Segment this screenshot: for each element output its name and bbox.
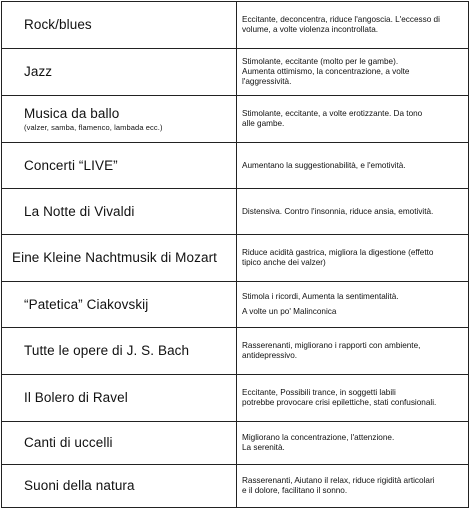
genre-cell	[2, 96, 237, 143]
genre-label: “Patetica” Ciakovskij	[24, 296, 149, 312]
effect-cell	[237, 96, 469, 143]
genre-sublabel: (valzer, samba, flamenco, lambada ecc.)	[24, 122, 163, 132]
genre-cell	[2, 328, 237, 375]
effect-line: Distensiva. Contro l'insonnia, riduce ansia, emotività.	[242, 206, 434, 216]
effect-line: Aumentano la suggestionabilità, e l'emotività.	[242, 160, 406, 170]
effect-line: A volte un po' Malinconica	[242, 307, 337, 316]
genre-label: Tutte le opere di J. S. Bach	[24, 343, 190, 358]
effect-line: Rasserenanti, migliorano i rapporti con ambiente,	[242, 341, 421, 350]
genre-cell	[2, 143, 237, 189]
genre-label: Concerti “LIVE”	[24, 157, 118, 173]
genre-cell	[2, 235, 237, 282]
effect-line: potrebbe provocare crisi epilettiche, stati confusionali.	[242, 398, 437, 407]
effect-line: La serenità.	[242, 443, 285, 452]
effect-line: l'aggressività.	[242, 77, 292, 86]
effect-cell	[237, 375, 469, 422]
effect-line: Stimola i ricordi, Aumenta la sentimentalità.	[242, 292, 399, 301]
effect-line: Eccitante, deconcentra, riduce l'angoscia. L'eccesso di	[242, 15, 440, 24]
effect-cell	[237, 282, 469, 328]
genre-cell	[2, 422, 237, 465]
genre-label: Il Bolero di Ravel	[24, 390, 128, 405]
table-row	[2, 328, 469, 375]
table-row	[2, 2, 469, 49]
genre-cell	[2, 189, 237, 235]
effect-line: alle gambe.	[242, 119, 285, 128]
effect-line: antidepressivo.	[242, 351, 298, 360]
effect-line: Migliorano la concentrazione, l'attenzione.	[242, 433, 395, 442]
effect-line: tipico anche dei valzer)	[242, 258, 326, 267]
effect-cell	[237, 465, 469, 508]
effect-line: volume, a volte violenza incontrollata.	[242, 25, 379, 34]
genre-label: Canti di uccelli	[24, 435, 113, 450]
effect-line: Stimolante, eccitante (molto per le gambe).	[242, 57, 399, 66]
table-row	[2, 282, 469, 328]
effect-cell	[237, 143, 469, 189]
effect-cell	[237, 49, 469, 96]
genre-label: Musica da ballo	[24, 105, 120, 121]
music-effects-table	[1, 1, 469, 508]
genre-label: La Notte di Vivaldi	[24, 203, 135, 219]
genre-cell	[2, 465, 237, 508]
effect-cell	[237, 2, 469, 49]
effect-line: e il dolore, facilitano il sonno.	[242, 486, 348, 495]
table-row	[2, 143, 469, 189]
effect-cell	[237, 235, 469, 282]
genre-label: Rock/blues	[24, 17, 92, 32]
table-row	[2, 465, 469, 508]
effect-cell	[237, 189, 469, 235]
effect-line: Rasserenanti, Aiutano il relax, riduce rigidità articolari	[242, 476, 435, 485]
table-row	[2, 189, 469, 235]
genre-label: Eine Kleine Nachtmusik di Mozart	[12, 250, 218, 265]
genre-cell	[2, 2, 237, 49]
effect-line: Aumenta ottimismo, la concentrazione, a volte	[242, 67, 410, 76]
effect-cell	[237, 328, 469, 375]
effect-line: Stimolante, eccitante, a volte erotizzante. Da tono	[242, 109, 423, 118]
genre-label: Suoni della natura	[24, 478, 135, 493]
genre-cell	[2, 375, 237, 422]
effect-line: Eccitante, Possibili trance, in soggetti labili	[242, 388, 396, 397]
genre-cell	[2, 49, 237, 96]
table-row	[2, 235, 469, 282]
effect-line: Riduce acidità gastrica, migliora la digestione (effetto	[242, 248, 434, 257]
genre-cell	[2, 282, 237, 328]
table-row	[2, 375, 469, 422]
table-row	[2, 96, 469, 143]
genre-label: Jazz	[24, 64, 53, 79]
table-row	[2, 49, 469, 96]
table-row	[2, 422, 469, 465]
effect-cell	[237, 422, 469, 465]
